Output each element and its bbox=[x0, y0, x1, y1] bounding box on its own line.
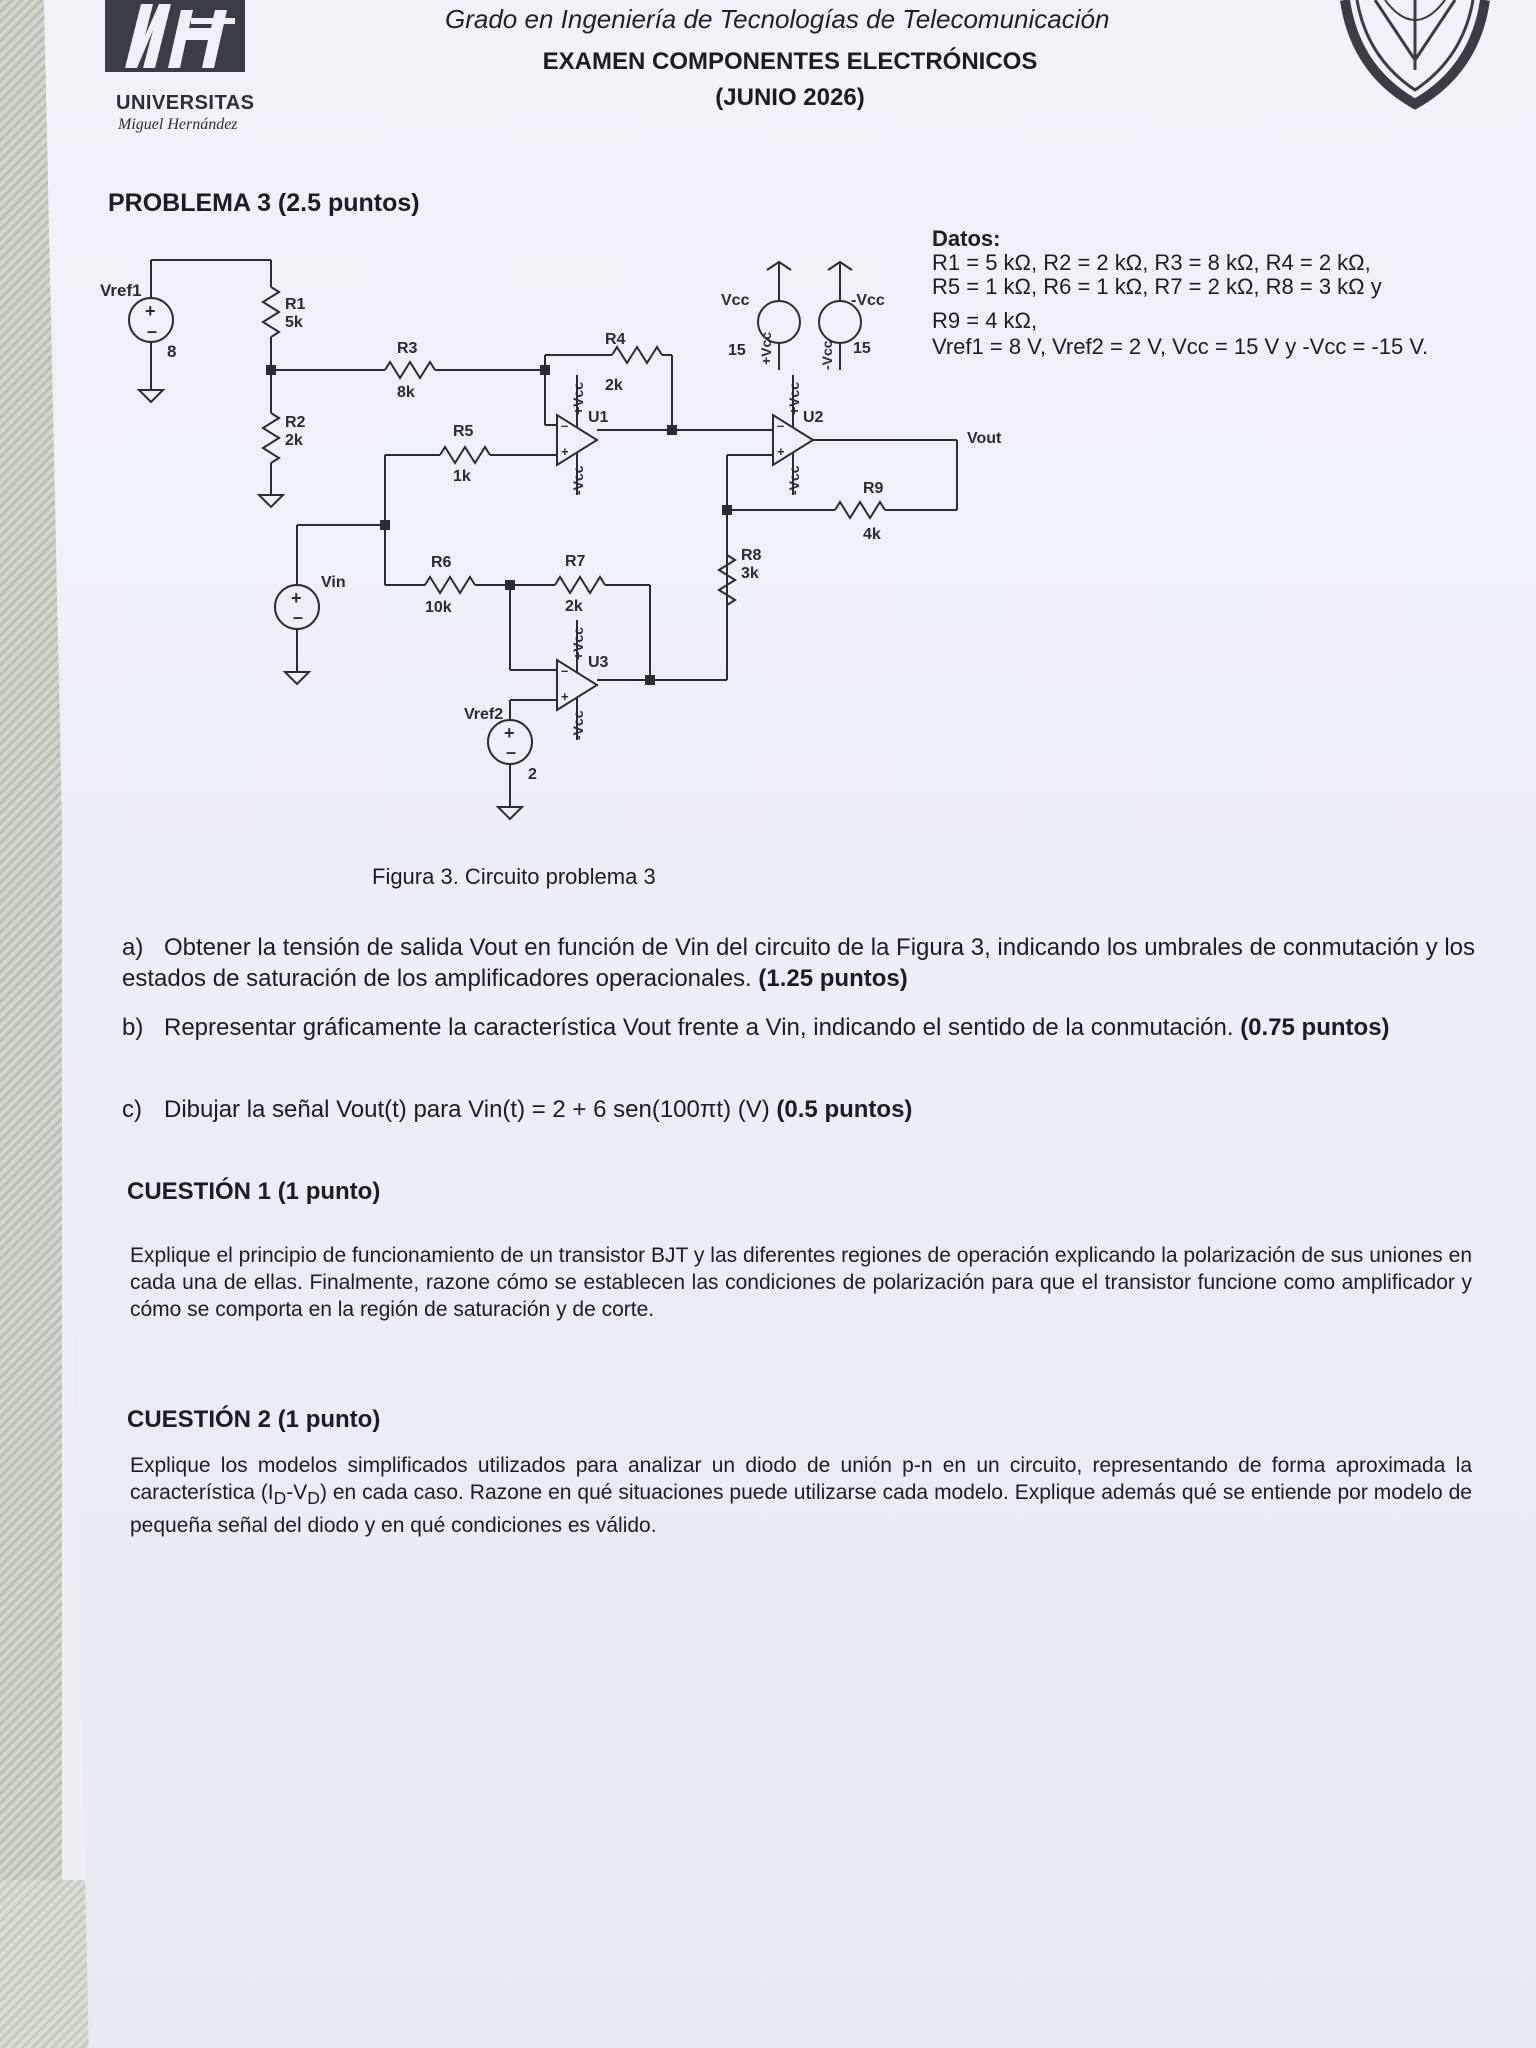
university-logo bbox=[95, 0, 255, 78]
r8-value: 3k bbox=[741, 565, 759, 582]
svg-text:–: – bbox=[561, 663, 569, 678]
question-c-label: c) bbox=[122, 1096, 142, 1123]
u2-pos-supply: +Vcc bbox=[786, 381, 802, 415]
cuestion-2-text-part3: ) en cada caso. Razone en qué situaciones puede utilizarse cada modelo. Explique además qué se entiende por modelo de pequeña señal del diodo y en qué condiciones es válido. bbox=[130, 1481, 1472, 1538]
r6-value: 10k bbox=[425, 599, 452, 616]
question-a-text: Obtener la tensión de salida Vout en función de Vin del circuito de la Figura 3, indicando los umbrales de conmutación y los estados de saturación de los amplificadores operacionales. bbox=[122, 934, 1476, 992]
university-seal-icon bbox=[1335, 0, 1495, 110]
cuestion-2-title: CUESTIÓN 2 (1 punto) bbox=[127, 1406, 381, 1433]
vcc-net-label: +Vcc bbox=[758, 331, 774, 365]
vcc-label: Vcc bbox=[721, 292, 750, 309]
svg-text:–: – bbox=[506, 742, 517, 762]
r2-label: R2 bbox=[285, 414, 306, 431]
r7-label: R7 bbox=[565, 553, 586, 570]
svg-text:+: + bbox=[291, 588, 302, 608]
u1-label: U1 bbox=[588, 409, 609, 426]
subscript-d: D bbox=[273, 1488, 287, 1509]
vref1-value: 8 bbox=[167, 342, 177, 361]
svg-text:+: + bbox=[504, 723, 515, 743]
u3-label: U3 bbox=[588, 654, 609, 671]
r1-label: R1 bbox=[285, 296, 306, 313]
svg-text:+: + bbox=[561, 444, 569, 459]
university-name: UNIVERSITAS bbox=[116, 92, 255, 114]
data-heading: Datos: bbox=[932, 226, 1001, 251]
question-b-points: (0.75 puntos) bbox=[1240, 1014, 1390, 1041]
cuestion-2-text bbox=[130, 1452, 1472, 1539]
question-c bbox=[122, 1094, 1482, 1125]
question-b bbox=[122, 1012, 1482, 1043]
r7-value: 2k bbox=[565, 598, 583, 615]
r1-value: 5k bbox=[285, 314, 303, 331]
vref2-label: Vref2 bbox=[464, 706, 504, 723]
circuit-diagram bbox=[95, 225, 1025, 845]
r1-resistor bbox=[263, 287, 279, 337]
r9-label: R9 bbox=[863, 480, 884, 497]
neg-vcc-value: 15 bbox=[853, 340, 871, 357]
svg-text:–: – bbox=[293, 607, 304, 627]
svg-text:–: – bbox=[147, 321, 158, 341]
r6-label: R6 bbox=[431, 554, 452, 571]
question-a bbox=[122, 932, 1482, 994]
r2-resistor bbox=[263, 413, 279, 463]
svg-text:+: + bbox=[777, 444, 785, 459]
exam-date: (JUNIO 2026) bbox=[715, 84, 865, 111]
r3-value: 8k bbox=[397, 384, 415, 401]
subscript-d: D bbox=[307, 1488, 320, 1509]
u3-opamp bbox=[510, 585, 727, 740]
u1-pos-supply: +Vcc bbox=[570, 381, 586, 415]
question-a-points: (1.25 puntos) bbox=[758, 965, 908, 992]
data-line-2: R5 = 1 kΩ, R6 = 1 kΩ, R7 = 2 kΩ, R8 = 3 kΩ y bbox=[932, 274, 1382, 299]
r9-resistor bbox=[835, 502, 885, 518]
vin-label: Vin bbox=[321, 574, 346, 591]
svg-text:–: – bbox=[777, 418, 785, 433]
r4-value: 2k bbox=[605, 377, 623, 394]
vout-label: Vout bbox=[967, 430, 1002, 447]
neg-vcc-label: -Vcc bbox=[851, 292, 885, 309]
svg-text:+: + bbox=[145, 301, 156, 321]
r4-resistor bbox=[612, 347, 662, 363]
u1-neg-supply: -Vcc bbox=[570, 465, 586, 495]
vref1-label: Vref1 bbox=[100, 281, 142, 300]
r7-resistor bbox=[555, 577, 605, 593]
r9-value: 4k bbox=[863, 526, 881, 543]
data-line-4: Vref1 = 8 V, Vref2 = 2 V, Vcc = 15 V y -Vcc = -15 V. bbox=[932, 334, 1429, 359]
exam-title: EXAMEN COMPONENTES ELECTRÓNICOS bbox=[542, 48, 1038, 75]
u3-neg-supply: -Vcc bbox=[570, 710, 586, 740]
data-line-3: R9 = 4 kΩ, bbox=[932, 308, 1038, 333]
problem-title: PROBLEMA 3 (2.5 puntos) bbox=[108, 189, 420, 217]
r3-label: R3 bbox=[397, 340, 418, 357]
cuestion-2-text-part2: -V bbox=[286, 1481, 308, 1504]
r8-label: R8 bbox=[741, 547, 762, 564]
r5-value: 1k bbox=[453, 468, 471, 485]
degree-title: Grado en Ingeniería de Tecnologías de Telecomunicación bbox=[445, 4, 1110, 34]
r2-value: 2k bbox=[285, 432, 303, 449]
r3-resistor bbox=[385, 362, 435, 378]
r4-label: R4 bbox=[605, 331, 626, 348]
cuestion-2-text-part1: Explique los modelos simplificados utilizados para analizar un diodo de unión p-n en un circuito, representando de forma aproximada la característica (I bbox=[130, 1454, 1472, 1504]
r6-resistor bbox=[425, 577, 475, 593]
svg-text:–: – bbox=[561, 418, 569, 433]
question-c-text: Dibujar la señal Vout(t) para Vin(t) = 2 + 6 sen(100πt) (V) bbox=[164, 1096, 770, 1123]
vref2-value: 2 bbox=[528, 766, 537, 783]
figure-caption: Figura 3. Circuito problema 3 bbox=[372, 864, 656, 889]
u2-opamp bbox=[727, 375, 957, 518]
university-subtitle: Miguel Hernández bbox=[118, 116, 238, 133]
cuestion-1-text: Explique el principio de funcionamiento de un transistor BJT y las diferentes regiones de operación explicando la polarización de sus uniones en cada una de ellas. Finalmente, razone cómo se establecen las condiciones de polarización para que el transistor funcione como amplificador y cómo se comporta en la región de saturación y de corte. bbox=[130, 1244, 1472, 1321]
data-line-1: R1 = 5 kΩ, R2 = 2 kΩ, R3 = 8 kΩ, R4 = 2 kΩ, bbox=[932, 250, 1371, 275]
u2-neg-supply: -Vcc bbox=[786, 465, 802, 495]
question-c-points: (0.5 puntos) bbox=[776, 1096, 913, 1123]
u3-pos-supply: +Vcc bbox=[570, 626, 586, 660]
r5-label: R5 bbox=[453, 423, 474, 440]
vcc-value: 15 bbox=[728, 342, 746, 359]
u2-label: U2 bbox=[803, 409, 824, 426]
question-b-label: b) bbox=[122, 1014, 144, 1041]
svg-text:+: + bbox=[561, 689, 569, 704]
neg-vcc-net-label: -Vcc bbox=[819, 340, 835, 370]
cuestion-1-title: CUESTIÓN 1 (1 punto) bbox=[127, 1178, 381, 1205]
question-a-label: a) bbox=[122, 934, 144, 961]
r5-resistor bbox=[440, 447, 490, 463]
question-b-text: Representar gráficamente la característica Vout frente a Vin, indicando el sentido de la conmutación. bbox=[164, 1014, 1234, 1041]
